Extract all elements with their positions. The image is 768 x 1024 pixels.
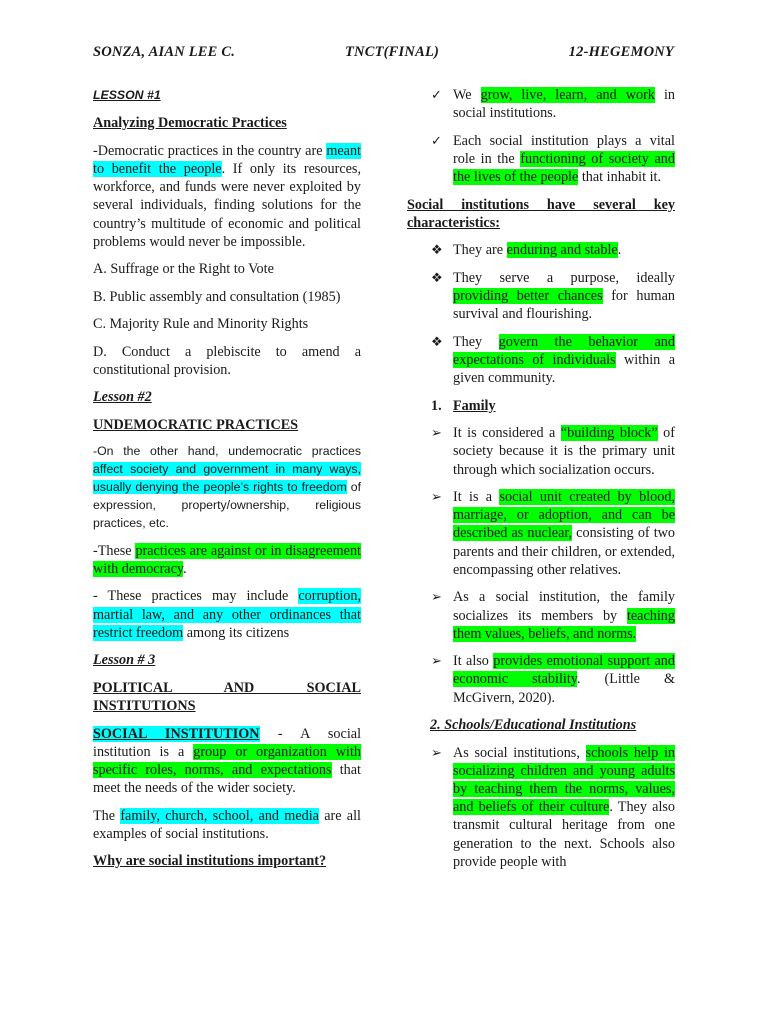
lesson-2-tag: Lesson #2 xyxy=(93,389,152,406)
why-important-heading: Why are social institutions important? xyxy=(93,853,327,870)
highlight: schools help in socializing children and young adults by teaching them the norms, values, and beliefs of their culture xyxy=(453,744,675,816)
against-democracy-paragraph: -These practices are against or in disagreement with democracy. xyxy=(93,542,361,577)
highlight: corruption, martial law, and any other ordinances that restrict freedom xyxy=(93,588,361,641)
importance-list xyxy=(407,86,675,186)
practice-item-b: B. Public assembly and consultation (1985) xyxy=(93,288,341,305)
practice-item-d: D. Conduct a plebiscite to amend a constitutional provision. xyxy=(93,343,361,378)
lesson-2-title: UNDEMOCRATIC PRACTICES xyxy=(93,416,299,433)
list-item: ❖ They serve a purpose, ideally providing better chances for human survival and flourishing. xyxy=(431,269,675,323)
lesson-3-tag: Lesson # 3 xyxy=(93,652,156,669)
highlight: family, church, school, and media xyxy=(120,807,319,824)
list-item: ➢ As social institutions, schools help in socializing children and young adults by teaching them the norms, values, and beliefs of their culture. They also transmit cultural heritage from one generation to the next. Schools also provide people with xyxy=(431,744,676,870)
diamond-bullet-icon: ❖ xyxy=(431,269,443,285)
family-list xyxy=(407,424,675,707)
highlight: group or organization with specific roles, norms, and expectations xyxy=(93,743,362,778)
arrow-bullet-icon: ➢ xyxy=(431,489,442,505)
lesson-1-tag: LESSON #1 xyxy=(93,88,161,102)
right-column xyxy=(407,86,675,880)
highlight: practices are against or in disagreement with democracy xyxy=(93,542,361,577)
schools-heading: 2. Schools/Educational Institutions xyxy=(430,717,637,734)
schools-list xyxy=(407,744,675,871)
subject-title: TNCT(FINAL) xyxy=(345,44,440,60)
characteristics-list xyxy=(407,241,675,387)
arrow-bullet-icon: ➢ xyxy=(431,425,442,441)
practice-item-a: A. Suffrage or the Right to Vote xyxy=(93,261,274,278)
highlight: grow, live, learn, and work xyxy=(480,87,655,103)
student-name: SONZA, AIAN LEE C. xyxy=(93,44,236,60)
list-item: ➢ As a social institution, the family socializes its members by teaching them values, beliefs, and norms. xyxy=(431,589,675,642)
page-header xyxy=(93,44,674,62)
list-item: ✓ Each social institution plays a vital role in the functioning of society and the lives of the people that inhabit it. xyxy=(431,132,675,186)
list-item: ✓ We grow, live, learn, and work in social institutions. xyxy=(431,87,675,122)
social-institution-definition: SOCIAL INSTITUTION - A social institution is a group or organization with specific roles, norms, and expectations that meet the needs of the wider society. xyxy=(93,725,362,797)
left-column xyxy=(93,86,361,880)
highlight: functioning of society and the lives of the people xyxy=(453,150,675,186)
examples-paragraph: The family, church, school, and media are all examples of social institutions. xyxy=(93,807,361,842)
highlight: provides emotional support and economic stability xyxy=(453,653,675,688)
characteristics-heading: Social institutions have several key characteristics: xyxy=(407,196,675,231)
highlight: social unit created by blood, marriage, or adoption, and can be described as nuclear, xyxy=(453,489,675,542)
highlight: govern the behavior and expectations of individuals xyxy=(453,333,675,368)
highlight: SOCIAL INSTITUTION xyxy=(93,725,260,742)
section-name: 12-HEGEMONY xyxy=(568,44,674,60)
highlight: teaching them values, beliefs, and norms. xyxy=(453,607,675,642)
arrow-bullet-icon: ➢ xyxy=(431,653,442,669)
list-item: ❖ They govern the behavior and expectations of individuals within a given community. xyxy=(431,333,675,387)
highlight: providing better chances xyxy=(453,288,603,305)
check-icon: ✓ xyxy=(431,87,442,102)
practice-item-c: C. Majority Rule and Minority Rights xyxy=(93,316,309,333)
highlight: affect society and government in many ways, usually denying the people’s rights to freedom xyxy=(93,462,361,495)
diamond-bullet-icon: ❖ xyxy=(431,333,443,349)
family-heading: 1. Family xyxy=(431,397,496,414)
highlight: enduring and stable xyxy=(506,242,618,259)
highlight: meant to benefit the people xyxy=(93,142,361,177)
practices-include-paragraph: - These practices may include corruption, martial law, and any other ordinances that restrict freedom among its citizens xyxy=(93,588,361,641)
list-item: ❖ They are enduring and stable. xyxy=(431,242,622,259)
democratic-practices-paragraph: -Democratic practices in the country are meant to benefit the people. If only its resources, workforce, and funds were never exploited by several individuals, finding solutions for the country’s multitude of economic and political problems would never be impossible. xyxy=(93,142,361,250)
arrow-bullet-icon: ➢ xyxy=(431,589,442,605)
list-item: ➢ It is a social unit created by blood, marriage, or adoption, and can be described as nuclear, consisting of two parents and their children, or extended, encompassing other relatives. xyxy=(431,489,676,578)
check-icon: ✓ xyxy=(431,132,442,148)
lesson-1-title: Analyzing Democratic Practices xyxy=(93,115,287,132)
lesson-3-title: POLITICAL AND SOCIAL INSTITUTIONS xyxy=(93,679,361,715)
diamond-bullet-icon: ❖ xyxy=(431,242,443,258)
undemocratic-paragraph: -On the other hand, undemocratic practices affect society and government in many ways, usually denying the people’s rights to freedom of expression, property/ownership, religious practices, etc. xyxy=(93,444,361,530)
highlight: “building block” xyxy=(560,425,658,442)
arrow-bullet-icon: ➢ xyxy=(431,744,442,760)
list-item: ➢ It also provides emotional support and economic stability. (Little & McGivern, 2020). xyxy=(431,653,675,706)
list-item: ➢ It is considered a “building block” of society because it is the primary unit through which socialization occurs. xyxy=(431,425,675,478)
